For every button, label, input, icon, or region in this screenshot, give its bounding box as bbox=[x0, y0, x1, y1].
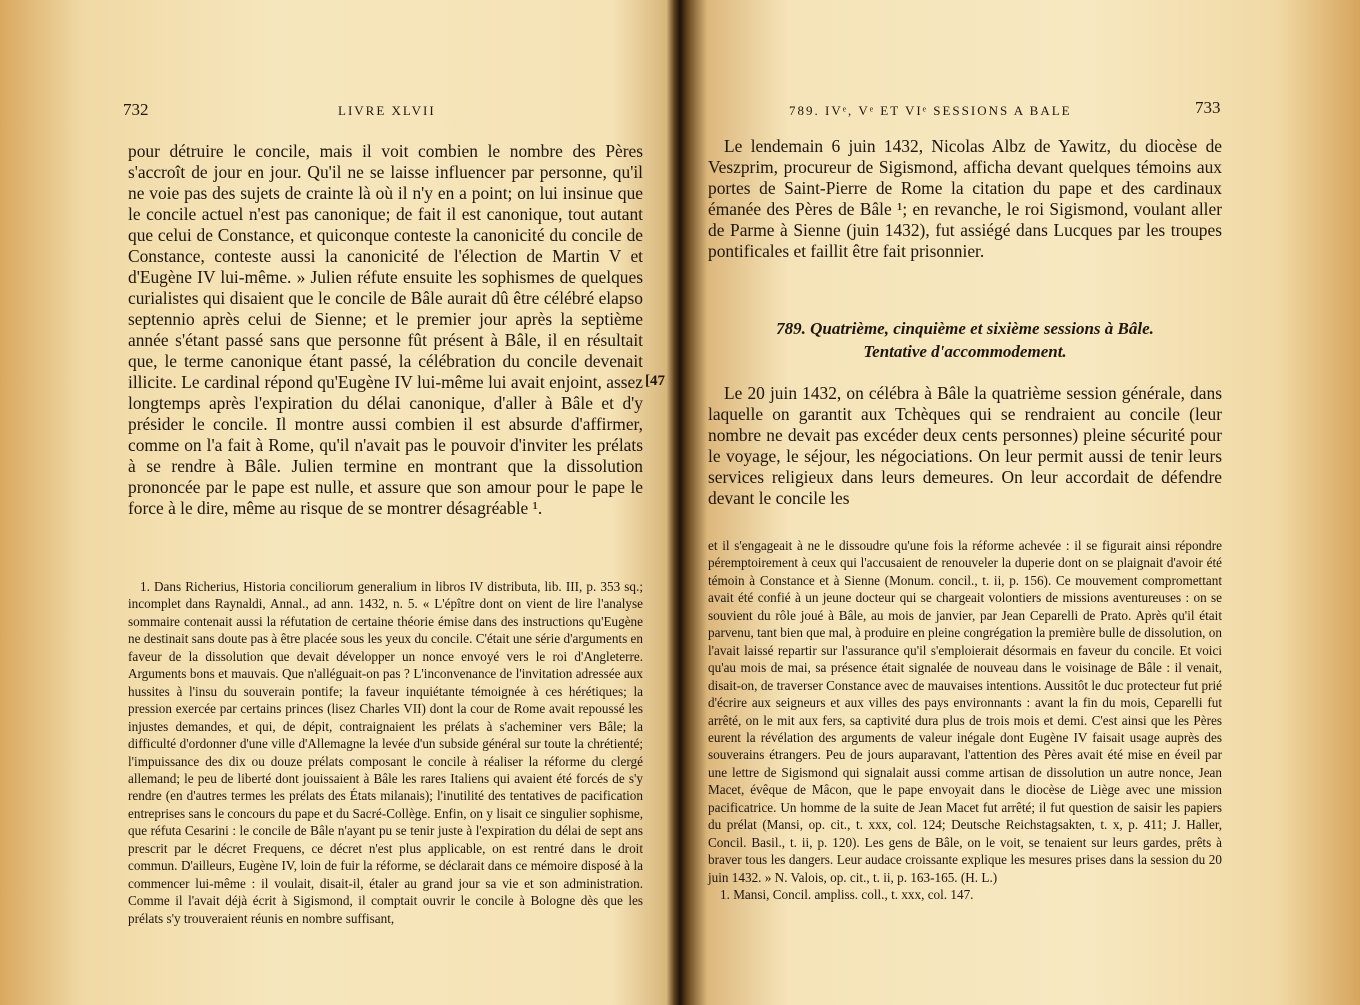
section-heading-line-2: Tentative d'accommodement. bbox=[863, 342, 1067, 361]
left-footnote bbox=[128, 578, 643, 927]
section-heading bbox=[708, 317, 1222, 363]
right-paragraph-2: Le 20 juin 1432, on célébra à Bâle la quatrième session générale, dans laquelle on garantit aux Tchèques qui se rendraient au concile (leur nombre ne devait pas excéder deux cents personnes) pleine sécurité pour le voyage, le séjour, les négociations. On leur permit aussi de tenir leurs services religieux dans leurs demeures. On leur accordait de défendre devant le concile les bbox=[708, 383, 1222, 508]
footnote-2-text: 1. Mansi, Concil. ampliss. coll., t. xxx, col. 147. bbox=[720, 887, 974, 903]
right-paragraph-1: Le lendemain 6 juin 1432, Nicolas Albz de Yawitz, du diocèse de Veszprim, procureur de Sigismond, afficha devant quelques témoins aux portes de Saint-Pierre de Rome la citation du pape et des cardinaux émanée des Pères de Bâle ¹; en revanche, le roi Sigismond, voulant aller de Parme à Sienne (juin 1432), fut assiégé dans Lucques par les troupes pontificales et faillit être fait prisonnier. bbox=[708, 136, 1222, 261]
section-heading-line-1: 789. Quatrième, cinquième et sixième sessions à Bâle. bbox=[776, 319, 1154, 338]
footnote-continuation: et il s'engageait à ne le dissoudre qu'une fois la réforme achevée : il se figurait ainsi répondre péremptoirement à ceux qui l'accusaient de renouveler la duperie dont on se plaignait d'avoir été témoin à Constance et à Sienne (Monum. concil., t. ii, p. 156). Ce mouvement compromettant avait été confié à un jeune docteur qui se chargeait volontiers de missions aventureuses : on se souvient du rôle joué à Bâle, au mois de janvier, par Jean Ceparelli de Prato. Après qu'il était parvenu, tant bien que mal, à produire en pleine congrégation la première bulle de dissolution, on l'avait laissé repartir sur l'assurance qu'il s'emploierait désormais en faveur du concile. Et voici qu'au mois de mai, sa présence était signalée de nouveau dans le voisinage de Bâle : il venait, disait-on, de traverser Constance avec de mauvaises intentions. Aussitôt le duc protecteur fut prié d'écrire aux seigneurs et aux villes des pays environnants : avant la fin du mois, Ceparelli fut arrêté, on le mit aux fers, sa captivité dura plus de trois mois et demi. C'est ainsi que les Pères eurent la révélation des arguments de valeur inégale dont Eugène IV faisait usage auprès des souverains étrangers. Peu de jours auparavant, l'attention des Pères avait été mise en éveil par une lettre de Sigismond qui signalait aussi comme artisan de dissolution un autre nonce, Jean Macet, évêque de Mâcon, que le pape envoyait dans le diocèse de Liège avec une mission pacificatrice. Un homme de la suite de Jean Macet fut arrêté; il fut question de saisir les papiers du prélat (Mansi, op. cit., t. xxx, col. 124; Deutsche Reichstagsakten, t. x, p. 411; J. Haller, Concil. Basil., t. ii, p. 120). Les gens de Bâle, on le voit, se tenaient sur leurs gardes, prêts à braver tous les dangers. Leur audace croissante explique les mesures prises dans la session du 20 juin 1432. » N. Valois, op. cit., t. ii, p. 163-165. (H. L.) bbox=[708, 538, 1222, 885]
right-body-top bbox=[708, 136, 1222, 262]
running-head-right: 789. IVᵉ, Vᵉ ET VIᵉ SESSIONS A BALE bbox=[789, 103, 1072, 118]
page-number-left: 732 bbox=[123, 100, 149, 119]
left-page bbox=[0, 0, 672, 1005]
right-footnote bbox=[708, 537, 1222, 904]
left-body-paragraph: pour détruire le concile, mais il voit combien le nombre des Pères s'accroît de jour en jour. Qu'il ne se laisse influencer par personne, qu'il ne voie pas des sujets de crainte là où il n'y en a point; on lui insinue que le concile actuel n'est pas canonique; de fait il est canonique, tout autant que celui de Constance, et quiconque conteste la canonicité du concile de Constance, conteste aussi la canonicité de l'élection de Martin V et d'Eugène IV lui-même. » Julien réfute ensuite les sophismes de quelques curialistes qui disaient que le concile de Bâle aurait dû être célébré elapso septennio après celui de Sienne; et le premier jour après la septième année s'étant passé sans que personne fût présent à Bâle, il en résultait que, le terme canonique étant passé, la célébration du concile devenait illicite. Le cardinal répond qu'Eugène IV lui-même lui avait enjoint, assez longtemps après l'expiration du délai canonique, d'aller à Bâle et d'y présider le concile. Il montre aussi combien il est absurde d'affirmer, comme on l'a fait à Rome, qu'il n'avait pas le pouvoir d'inviter les prélats à se rendre à Bâle. Julien termine en montrant que la dissolution prononcée par le pape est nulle, et assure que son amour pour le pape le force à le dire, même au risque de se montrer désagréable ¹. bbox=[128, 141, 643, 518]
page-number-right: 733 bbox=[1195, 98, 1221, 117]
margin-page-mark: [47 bbox=[645, 373, 665, 389]
right-page bbox=[686, 0, 1360, 1005]
footnote-1-text: 1. Dans Richerius, Historia conciliorum generalium in libros IV distributa, lib. III, p. 353 sq.; incomplet dans Raynaldi, Annal., ad ann. 1432, n. 5. « L'épître dont on vient de lire l'analyse sommaire contenait aussi la réfutation de certaine théorie émise dans des instructions qu'Eugène ne destinait sans doute pas à être placée sous les yeux du concile. C'était une série d'arguments en faveur de la dissolution que devait développer un nonce envoyé vers le roi d'Angleterre. Arguments bons et mauvais. Que n'alléguait-on pas ? L'inconvenance de l'invitation adressée aux hussites à l'insu du souverain pontife; la faveur inquiétante témoignée à ces hérétiques; la pression exercée par certains princes (lisez Charles VII) dont la cour de Rome avait repoussé les injustes demandes, et qui, de dépit, contraignaient les prélats à s'acheminer vers Bâle; la difficulté d'ordonner d'une ville d'Allemagne la levée d'un subside général sur toute la chrétienté; l'impuissance des dix ou douze prélats composant le concile à réaliser la réforme du clergé allemand; le peu de liberté dont jouissaient à Bâle les rares Italiens qui avaient été forcés de s'y rendre (en d'autres termes les prélats des États milanais); l'inutilité des tentatives de pacification entreprises sans le concours du pape et du Sacré-Collège. Enfin, on y lisait ce singulier sophisme, que réfuta Cesarini : le concile de Bâle n'ayant pu se tenir juste à l'expiration du délai de sept ans prescrit par le décret Frequens, ce décret n'est plus applicable, on est rentré dans le droit commun. D'ailleurs, Eugène IV, loin de fuir la réforme, se déclarait dans ce mémoire disposé à la commencer lui-même : il voulait, disait-il, étaler au grand jour sa vie et son administration. Comme il l'avait déjà écrit à Sigismond, il comptait ouvrir le concile à Bologne dès que les prélats s'y trouveraient réunis en nombre suffisant, bbox=[128, 579, 643, 926]
running-head-left: LIVRE XLVII bbox=[338, 103, 436, 118]
right-body-main bbox=[708, 383, 1222, 509]
left-body-text bbox=[128, 141, 643, 519]
